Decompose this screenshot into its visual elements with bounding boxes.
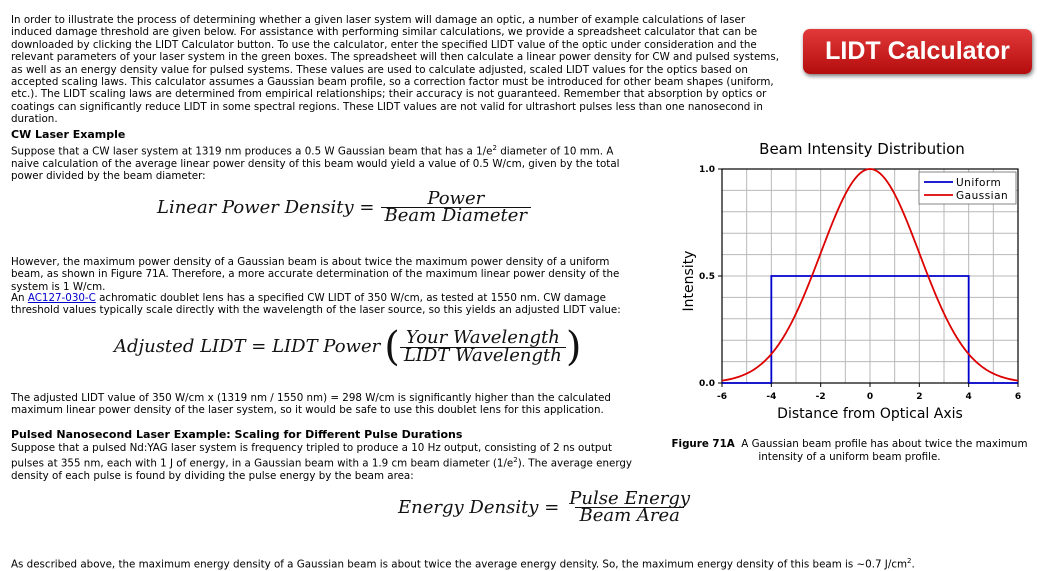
equation-denominator: LIDT Wavelength: [400, 347, 566, 362]
equation-lhs: Adjusted LIDT = LIDT Power: [114, 335, 381, 357]
x-tick-label: 2: [916, 392, 923, 402]
cw-paragraph-1: Suppose that a CW laser system at 1319 nm produces a 0.5 W Gaussian beam that has a $1/e^2$ diameter of 10 mm. A naive calculation of the average linear power density of this beam would yield a value of 0.5 W/cm, given by the total power divided by the beam diameter:: [11, 144, 620, 183]
x-tick-label: -6: [717, 392, 727, 402]
chart-title: Beam Intensity Distribution: [759, 140, 965, 158]
equation-lhs: Linear Power Density =: [157, 196, 375, 218]
left-paren: (: [384, 324, 400, 370]
ac127-030-c-link[interactable]: AC127-030-C: [27, 292, 96, 304]
cw-paragraph-4: The adjusted LIDT value of 350 W/cm x (1319 nm / 1550 nm) = 298 W/cm is significantly higher than the calculated maximum linear power density of the laser system, so it would be safe to use this doublet lens for this application.: [11, 392, 611, 417]
pulsed-paragraph-1: Suppose that a pulsed Nd:YAG laser system is frequency tripled to produce a 10 Hz output, consisting of 2 ns output pulses at 355 nm, each with 1 J of energy, in a Gaussian beam with a 1.9 cm beam diameter $(1/e^2)$. The average energy density of each pulse is found by dividing the pulse energy by the beam area:: [11, 442, 633, 483]
x-tick-label: -4: [766, 392, 777, 402]
y-tick-label: 0.0: [699, 379, 715, 389]
x-tick-label: 4: [965, 392, 972, 402]
equation-numerator: Your Wavelength: [405, 327, 560, 349]
equation-numerator: Power: [427, 188, 485, 209]
pulsed-example-heading: Pulsed Nanosecond Laser Example: Scaling for Different Pulse Durations: [11, 428, 463, 441]
y-axis-label: Intensity: [681, 250, 697, 312]
equation-denominator: Beam Area: [575, 507, 683, 522]
figure-caption: [657, 438, 1042, 464]
equation-denominator: Beam Diameter: [381, 207, 532, 222]
pulsed-paragraph-2: As described above, the maximum energy density of a Gaussian beam is about twice the average energy density. So, the maximum energy density of this beam is ~0.7 $J/cm^2$.: [11, 557, 915, 571]
figure-caption-label: Figure 71A: [671, 438, 735, 450]
y-tick-label: 0.5: [699, 272, 715, 282]
equation-lhs: Energy Density =: [398, 496, 560, 518]
figure-caption-text: A Gaussian beam profile has about twice the maximum intensity of a uniform beam profile.: [741, 438, 1028, 463]
cw-paragraph-3: An AC127-030-C achromatic doublet lens has a specified CW LIDT of 350 W/cm, as tested at 1550 nm. CW damage threshold values typically scale directly with the wavelength of the laser source, so this yields an adjusted LIDT value:: [11, 292, 621, 317]
chart-legend: [919, 172, 1016, 204]
x-tick-label: 0: [866, 392, 874, 402]
legend-label: Gaussian: [956, 190, 1009, 202]
cw-paragraph-2: However, the maximum power density of a Gaussian beam is about twice the maximum power density of a uniform beam, as shown in Figure 71A. Therefore, a more accurate determination of the maximum linear power density of the system is 1 W/cm.: [11, 256, 620, 293]
energy-density-equation: [398, 488, 694, 527]
linear-power-density-equation: [157, 188, 531, 227]
right-paren: ): [565, 324, 582, 370]
x-tick-label: -2: [815, 392, 826, 402]
adjusted-lidt-equation: [114, 324, 582, 370]
legend-label: Uniform: [956, 177, 1002, 189]
cw-example-heading: CW Laser Example: [11, 128, 126, 141]
x-tick-label: 6: [1014, 392, 1022, 402]
x-axis-label: Distance from Optical Axis: [777, 406, 963, 422]
equation-numerator: Pulse Energy: [569, 488, 691, 509]
y-tick-label: 1.0: [699, 165, 715, 175]
intro-paragraph: In order to illustrate the process of determining whether a given laser system will damage an optic, a number of example calculations of laser induced damage threshold are given below. For assistance with performing similar calculations, we provide a spreadsheet calculator that can be downloaded by clicking the LIDT Calculator button. To use the calculator, enter the specified LIDT value of the optic under consideration and the relevant parameters of your laser system in the green boxes. The spreadsheet will then calculate a linear power density for CW and pulsed systems, as well as an energy density value for pulsed systems. These values are used to calculate adjusted, scaled LIDT values for the optics based on accepted scaling laws. This calculator assumes a Gaussian beam profile, so a correction factor must be introduced for other beam shapes (uniform, etc.). The LIDT scaling laws are determined from empirical relationships; their accuracy is not guaranteed. Remember that absorption by optics or coatings can significantly reduce LIDT in some spectral regions. These LIDT values are not valid for ultrashort pulses less than one nanosecond in duration.: [11, 14, 779, 126]
beam-intensity-chart: [660, 136, 1040, 426]
lidt-calculator-button[interactable]: LIDT Calculator: [803, 29, 1032, 74]
